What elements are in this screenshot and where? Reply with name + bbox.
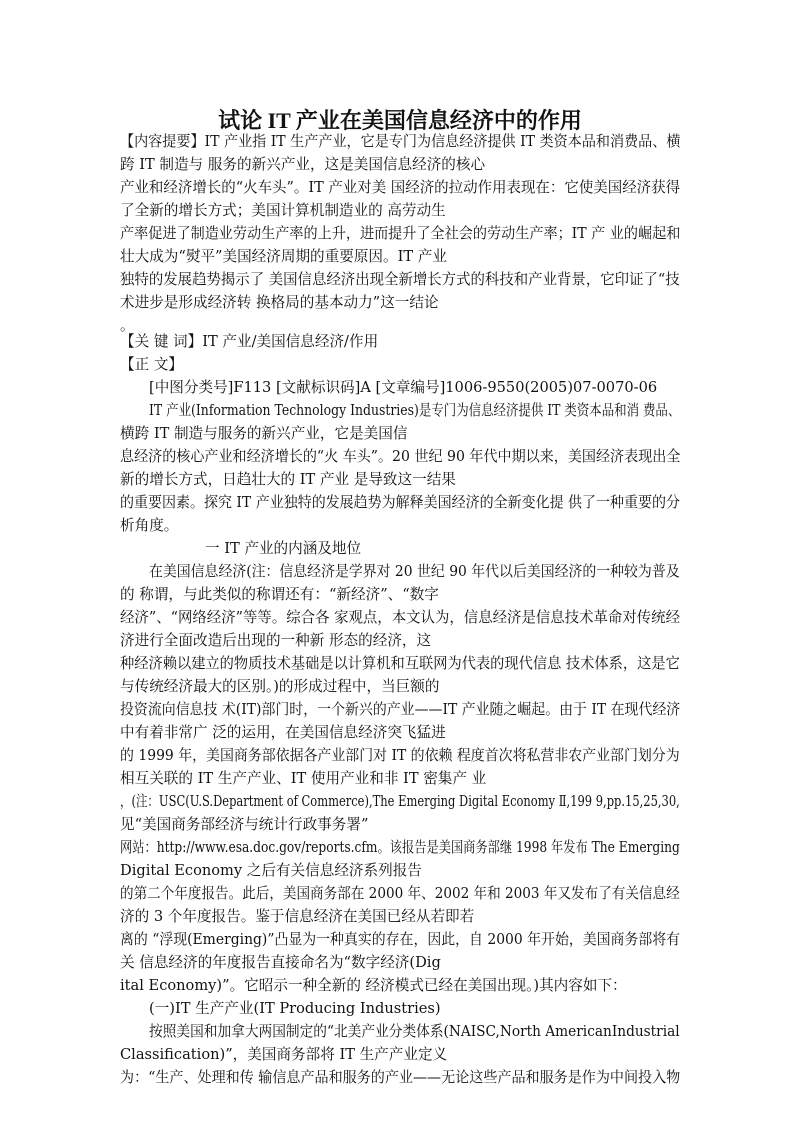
- document-title: 试论 IT 产业在美国信息经济中的作用: [218, 108, 582, 133]
- abstract-line: 【内容提要】IT 产业指 IT 生产产业，它是专门为信息经济提供 IT 类资本品和消费品、横: [120, 133, 681, 150]
- body-line: 种经济赖以建立的物质技术基础是以计算机和互联网为代表的现代信息 技术体系，这是它: [120, 655, 680, 672]
- footnote-line: Digital Economy 之后有关信息经济系列报告: [120, 862, 422, 879]
- abstract-line: 跨 IT 制造与 服务的新兴产业，这是美国信息经济的核心: [120, 156, 486, 173]
- footnote-line: 离的 “浮现(Emerging)”凸显为一种真实的存在，因此，自 2000 年开始，美国商务部将有: [120, 931, 681, 948]
- body-line: 的 1999 年，美国商务部依据各产业部门对 IT 的依赖 程度首次将私营非农产业部门划分为: [120, 747, 680, 764]
- body-line: 在美国信息经济(注：信息经济是学界对 20 世纪 90 年代以后美国经济的一种较为普及: [149, 563, 680, 580]
- abstract-line: 壮大成为“熨平”美国经济周期的重要原因。IT 产业: [120, 248, 447, 265]
- body-line: 的 称谓，与此类似的称谓还有：“新经济”、“数字: [120, 586, 439, 603]
- body-line: 投资流向信息技 术(IT)部门时，一个新兴的产业——IT 产业随之崛起。由于 IT 在现代经济: [120, 701, 681, 718]
- body-line: 为：“生产、处理和传 输信息产品和服务的产业——无论这些产品和服务是作为中间投入物: [120, 1069, 681, 1086]
- body-line: 横跨 IT 制造与服务的新兴产业，它是美国信: [120, 425, 408, 442]
- subsection-heading: (一)IT 生产产业(IT Producing Industries): [149, 1000, 441, 1017]
- abstract-line: 产率促进了制造业劳动生产率的上升，进而提升了全社会的劳动生产率；IT 产 业的崛起和: [120, 225, 681, 242]
- body-line: 的重要因素。探究 IT 产业独特的发展趋势为解释美国经济的全新变化提 供了一种重要的分: [120, 494, 680, 511]
- footnote-line: ital Economy)”。它昭示一种全新的 经济模式已经在美国出现。)其内容如下：: [120, 977, 627, 994]
- body-line: 中有着非常广 泛的运用，在美国信息经济突飞猛进: [120, 724, 446, 741]
- footnote-line: 济的 3 个年度报告。鉴于信息经济在美国已经从若即若: [120, 908, 475, 925]
- body-heading: 【正 文】: [120, 356, 184, 373]
- abstract-line: 产业和经济增长的“火车头”。IT 产业对美 国经济的拉动作用表现在：它使美国经济获得: [120, 179, 681, 196]
- abstract-line: 独特的发展趋势揭示了 美国信息经济出现全新增长方式的科技和产业背景，它印证了“技: [120, 271, 680, 288]
- body-line: IT 产业(Information Technology Industries)是专门为信息经济提供 IT 类资本品和消 费品、: [149, 402, 681, 419]
- body-line: 经济”、“网络经济”等等。综合各 家观点，本文认为，信息经济是信息技术革命对传统经: [120, 609, 680, 626]
- body-line: 按照美国和加拿大两国制定的“北美产业分类体系(NAISC,North AmericanIndustrial: [149, 1023, 680, 1040]
- footnote-line: 关 信息经济的年度报告直接命名为“数字经济(Dig: [120, 954, 441, 971]
- footnote-line: 见“美国商务部经济与统计行政事务署”: [120, 816, 369, 833]
- body-line: 析角度。: [120, 517, 179, 534]
- body-line: 济进行全面改造后出现的一种新 形态的经济，这: [120, 632, 432, 649]
- body-line: Classification)”，美国商务部将 IT 生产产业定义: [120, 1046, 448, 1063]
- abstract-line: 术进步是形成经济转 换格局的基本动力”这一结论: [120, 294, 439, 311]
- keywords-line: 【关 键 词】IT 产业/美国信息经济/作用: [120, 333, 379, 350]
- body-line: 新的增长方式，日趋壮大的 IT 产业 是导致这一结果: [120, 471, 456, 488]
- abstract-line: 。: [120, 317, 135, 334]
- footnote-line: 的第二个年度报告。此后，美国商务部在 2000 年、2002 年和 2003 年又发布了有关信息经: [120, 885, 680, 902]
- body-line: 相互关联的 IT 生产产业、IT 使用产业和非 IT 密集产 业: [120, 770, 487, 787]
- section-heading: 一 IT 产业的内涵及地位: [205, 540, 362, 557]
- abstract-line: 了全新的增长方式；美国计算机制造业的 高劳动生: [120, 202, 446, 219]
- body-line: 息经济的核心产业和经济增长的“火 车头”。20 世纪 90 年代中期以来，美国经济表现出全: [120, 448, 681, 465]
- footnote-line: ，(注：USC(U.S.Department of Commerce),The Emerging Digital Economy Ⅱ,199 9,pp.15,25,30,: [120, 793, 680, 810]
- footnote-line: 网站：http://www.esa.doc.gov/reports.cfm。该报告是美国商务部继 1998 年发布 The Emerging: [120, 839, 680, 856]
- body-line: 与传统经济最大的区别。)的形成过程中，当巨额的: [120, 678, 440, 695]
- classification-line: [中图分类号]F113 [文献标识码]A [文章编号]1006-9550(2005)07-0070-06: [149, 379, 658, 396]
